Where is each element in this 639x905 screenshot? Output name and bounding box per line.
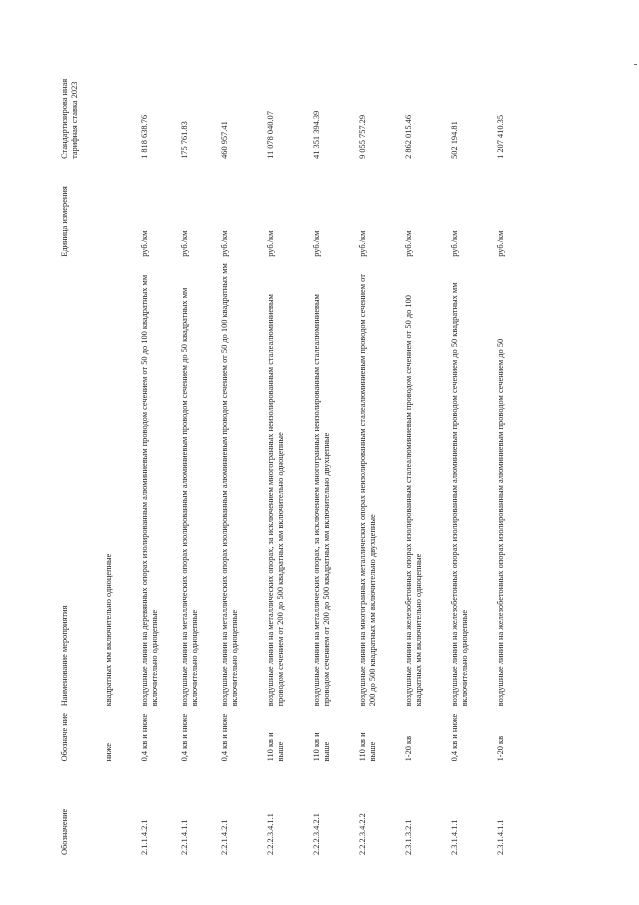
cell-code: 2.2.1.4.1.1	[180, 819, 189, 855]
cell-code: 2.2.2.3.4.2.2	[358, 813, 367, 855]
cell-code: 2.3.1.3.2.1	[404, 819, 413, 855]
cell-unit: руб./км	[358, 230, 367, 257]
header-code: Обозначение	[60, 808, 69, 855]
header-unit: Единица измерения	[60, 186, 69, 257]
cell-unit: руб./км	[312, 230, 321, 257]
table-row	[358, 55, 404, 855]
cell-rate: 9 055 757.29	[358, 114, 367, 159]
table-row	[496, 55, 536, 855]
cell-level: ниже	[104, 743, 113, 762]
cell-code	[104, 761, 140, 855]
cell-level: 0,4 кв и ниже	[220, 713, 229, 762]
cell-code: 2.1.1.4.2.1	[140, 819, 149, 855]
cell-rate: 502 194.81	[450, 121, 459, 159]
cell-unit: руб./км	[496, 230, 505, 257]
page-edge-mark	[634, 64, 637, 65]
cell-code: 2.3.1.4.1.1	[496, 819, 505, 855]
cell-rate	[104, 55, 140, 159]
cell-name: воздушные линии на железобетонных опорах изолированным алюминиевым проводом сечением до 50 квадратных мм включительно одноцепные	[450, 282, 469, 707]
cell-rate: 2 862 015.46	[404, 114, 413, 159]
cell-unit: руб./км	[220, 230, 229, 257]
cell-name: воздушные линии на деревянных опорах изолированным алюминиевым проводом сечением от 50 до 100 квадратных мм включительно одноцепные	[140, 274, 159, 707]
cell-name: квадратных мм включительно одноцепные	[104, 553, 113, 707]
cell-rate: 175 761.83	[180, 121, 189, 159]
table-row	[312, 55, 358, 855]
cell-level: 0,4 кв и ниже	[140, 713, 149, 762]
cell-unit: руб./км	[404, 230, 413, 257]
cell-code: 2.2.2.3.4.2.1	[312, 813, 321, 855]
cell-rate: 41 351 394.39	[312, 110, 321, 159]
table-row	[180, 55, 220, 855]
cell-name: воздушные линии на металлических опорах изолированным алюминиевым проводом сечением от 50 до 100 квадратных мм включительно одноцепные	[220, 263, 239, 707]
cell-level: 1-20 кв	[496, 735, 505, 762]
cell-name: воздушные линии на железобетонных опорах изолированным алюминиевым проводом сечением до 50	[496, 338, 505, 707]
cell-unit: руб./км	[180, 230, 189, 257]
cell-name: воздушные линии на металлических опорах, за исключением многогранных неизолированным сталеалюминиевым проводом сечением от 200 до 500 квадратных мм включительно одноцепные	[266, 294, 285, 707]
cell-code: 2.2.2.3.4.1.1	[266, 813, 275, 855]
cell-name: воздушные линии на металлических опорах изолированным алюминиевым проводом сечением до 50 квадратных мм включительно одноцепные	[180, 287, 199, 707]
cell-code: 2.2.1.4.2.1	[220, 819, 229, 855]
cell-level: 110 кв и выше	[358, 732, 377, 762]
cell-rate: 460 957.41	[220, 121, 229, 159]
cell-unit	[104, 159, 140, 257]
cell-unit: руб./км	[450, 230, 459, 257]
header-rate: Стандартизирова нная тарифная ставка 2023	[60, 78, 79, 159]
table-row	[266, 55, 312, 855]
cell-unit: руб./км	[140, 230, 149, 257]
cell-level: 110 кв и выше	[266, 732, 285, 762]
cell-name: воздушные линии на железобетонных опорах изолированным сталеалюминиевым проводом сечением от 50 до 100 квадратных мм включительно одноцепные	[404, 295, 423, 707]
cell-unit: руб./км	[266, 230, 275, 257]
cell-code: 2.3.1.4.1.1	[450, 819, 459, 855]
table-row	[404, 55, 450, 855]
cell-level: 0,4 кв и ниже	[180, 713, 189, 762]
cell-level: 0,4 кв и ниже	[450, 713, 459, 762]
cell-name: воздушные линии на металлических опорах, за исключением многогранных неизолированным сталеалюминиевым проводом сечением от 200 до 500 квадратных мм включительно двухцепные	[312, 294, 331, 707]
table-row	[140, 55, 180, 855]
header-level: Обозначе ние	[60, 713, 69, 762]
table-row	[220, 55, 266, 855]
cell-rate: 1 207 410.35	[496, 114, 505, 159]
header-name: Наименование мероприятия	[60, 605, 69, 707]
table-row	[450, 55, 496, 855]
cell-level: 110 кв и выше	[312, 732, 331, 762]
tariff-table	[60, 55, 536, 855]
cell-rate: 1 818 638.76	[140, 114, 149, 159]
table-row-continuation	[104, 55, 140, 855]
cell-level: 1-20 кв	[404, 735, 413, 762]
cell-name: воздушные линии на многогранных металлических опорах неизолированным сталеалюминиевым проводом сечением от 200 до 500 квадратных мм включительно двухцепные	[358, 274, 377, 707]
cell-rate: 11 078 040.07	[266, 111, 275, 159]
table-header-row	[60, 55, 104, 855]
